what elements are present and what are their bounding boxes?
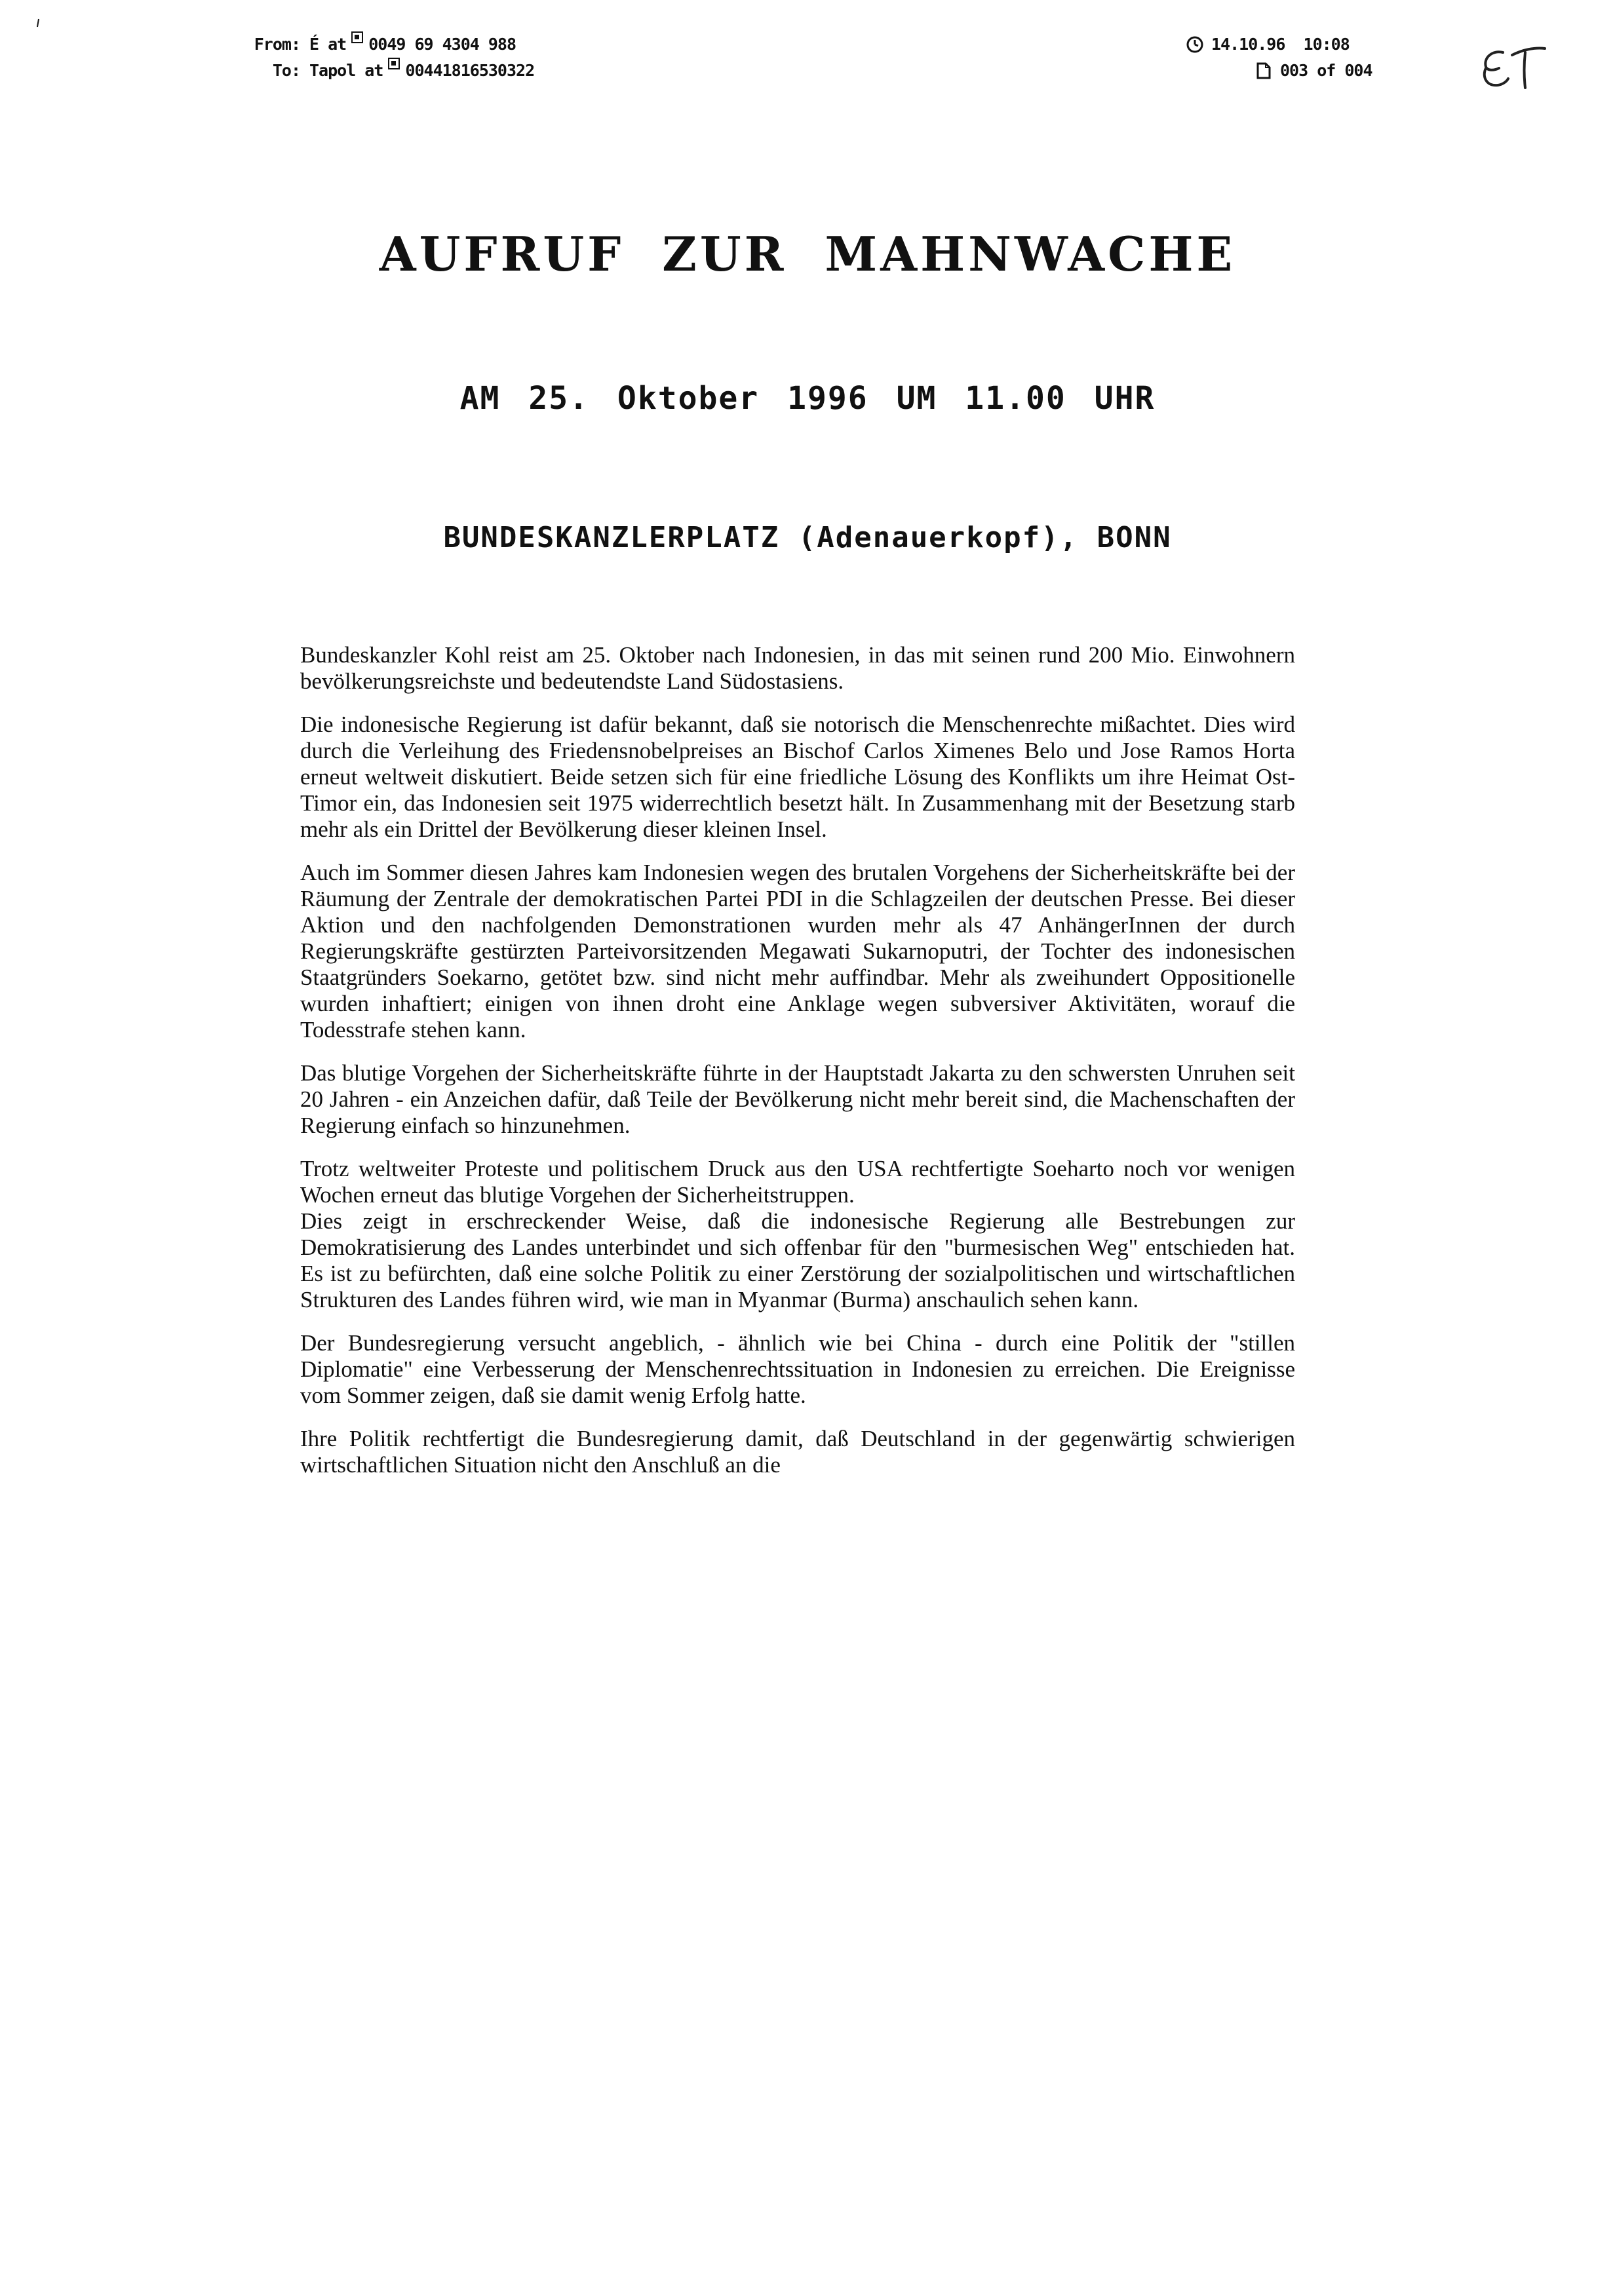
fax-machine-icon xyxy=(351,31,363,43)
page-icon xyxy=(1255,62,1272,79)
fax-transmission-info xyxy=(1186,31,1372,84)
fax-to-number: 00441816530322 xyxy=(405,61,535,80)
handwritten-note xyxy=(1478,38,1550,97)
paragraph: Ihre Politik rechtfertigt die Bundesregierung damit, daß Deutschland in der gegenwärtig schwierigen wirtschaftlichen Situation nicht den Anschluß an die xyxy=(300,1426,1295,1478)
paragraph: Trotz weltweiter Proteste und politischem Druck aus den USA rechtfertigte Soeharto noch vor wenigen Wochen erneut das blutige Vorgehen der Sicherheitstruppen. xyxy=(300,1156,1295,1208)
paragraph: Die indonesische Regierung ist dafür bekannt, daß sie notorisch die Menschenrechte mißachtet. Dies wird durch die Verleihung des Friedensnobelpreises an Bischof Carlos Ximenes Belo und Jose Ramos Horta erneut weltweit diskutiert. Beide setzen sich für eine friedliche Lösung des Konflikts um ihre Heimat Ost-Timor ein, das Indonesien seit 1975 widerrechtlich besetzt hält. In Zusammenhang mit der Besetzung starb mehr als ein Drittel der Bevölkerung dieser kleinen Insel. xyxy=(300,712,1295,842)
fax-datetime-row xyxy=(1186,31,1372,58)
page-title: AUFRUF ZUR MAHNWACHE xyxy=(379,226,1236,282)
stray-mark xyxy=(36,18,40,28)
fax-from-label: From: xyxy=(254,35,300,54)
fax-pages-row xyxy=(1186,58,1372,84)
fax-datetime: 14.10.96 10:08 xyxy=(1211,35,1350,54)
event-date-time: AM 25. Oktober 1996 UM 11.00 UHR xyxy=(459,380,1156,417)
paragraph: Das blutige Vorgehen der Sicherheitskräfte führte in der Hauptstadt Jakarta zu den schwersten Unruhen seit 20 Jahren - ein Anzeichen dafür, daß Teile der Bevölkerung nicht mehr bereit sind, die Machenschaften der Regierung einfach so hinzunehmen. xyxy=(300,1060,1295,1138)
fax-from-value: É at xyxy=(309,35,347,54)
paragraph: Der Bundesregierung versucht angeblich, - ähnlich wie bei China - durch eine Politik der "stillen Diplomatie" eine Verbesserung der Menschenrechtssituation in Indonesien zu erreichen. Die Ereignisse vom Sommer zeigen, daß sie damit wenig Erfolg hatte. xyxy=(300,1330,1295,1408)
clock-icon xyxy=(1186,36,1203,53)
fax-to-value: Tapol at xyxy=(309,61,383,80)
fax-machine-icon xyxy=(388,58,400,69)
fax-from-number: 0049 69 4304 988 xyxy=(368,35,516,54)
paragraph: Dies zeigt in erschreckender Weise, daß die indonesische Regierung alle Bestrebungen zur Demokratisierung des Landes unterbindet und sich offenbar für den "burmesischen Weg" entschieden hat. Es ist zu befürchten, daß eine solche Politik zu einer Zerstörung der sozialpolitischen und wirtschaftlichen Strukturen des Landes führen wird, wie man in Myanmar (Burma) anschaulich sehen kann. xyxy=(300,1208,1295,1312)
fax-from-row xyxy=(248,31,534,58)
fax-sender-info xyxy=(248,31,534,84)
paragraph: Auch im Sommer diesen Jahres kam Indonesien wegen des brutalen Vorgehens der Sicherheitskräfte bei der Räumung der Zentrale der demokratischen Partei PDI in die Schlagzeilen der deutschen Presse. Bei dieser Aktion und den nachfolgenden Demonstrationen wurden mehr als 47 AnhängerInnen der durch Regierungskräfte gestürzten Parteivorsitzenden Megawati Sukarnoputri, der Tochter des indonesischen Staatgründers Soekarno, getötet bzw. sind nicht mehr auffindbar. Mehr als zweihundert Oppositionelle wurden inhaftiert; einigen von ihnen droht eine Anklage wegen subversiver Aktivitäten, worauf die Todesstrafe stehen kann. xyxy=(300,860,1295,1043)
handwritten-initials-drawing xyxy=(1478,38,1550,97)
fax-page-count: 003 of 004 xyxy=(1280,61,1372,80)
event-location: BUNDESKANZLERPLATZ (Adenauerkopf), BONN xyxy=(443,521,1172,554)
body-text xyxy=(300,642,1295,1495)
fax-to-row xyxy=(248,58,534,84)
paragraph: Bundeskanzler Kohl reist am 25. Oktober nach Indonesien, in das mit seinen rund 200 Mio. Einwohnern bevölkerungsreichste und bedeutendste Land Südostasiens. xyxy=(300,642,1295,694)
fax-to-label: To: xyxy=(272,61,300,80)
